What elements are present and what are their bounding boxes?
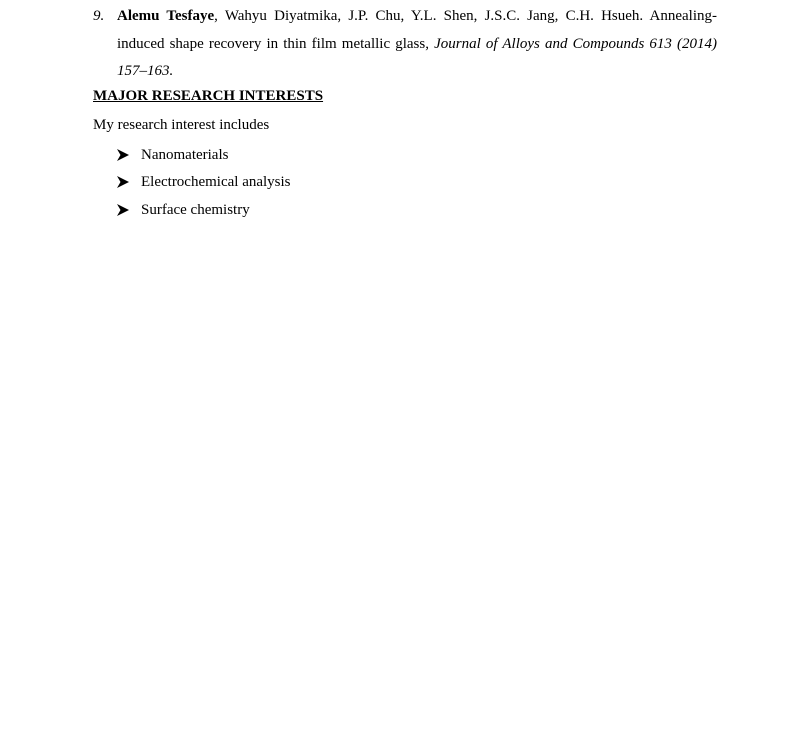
interest-list	[116, 141, 291, 224]
arrowhead-icon	[116, 148, 130, 162]
publication-number: 9.	[93, 8, 105, 24]
publication-citation	[117, 3, 717, 86]
interest-label: Electrochemical analysis	[141, 174, 291, 191]
section-heading: MAJOR RESEARCH INTERESTS	[93, 88, 324, 104]
list-item	[116, 169, 291, 197]
arrowhead-icon	[116, 203, 130, 217]
interest-label: Nanomaterials	[141, 146, 229, 163]
co-authors-and-title: , Wahyu Diyatmika, J.P. Chu, Y.L. Shen, J.S.C. Jang, C.H. Hsueh. Annealing-induced shape recovery in thin film metallic glass,	[117, 8, 717, 52]
interest-label: Surface chemistry	[141, 201, 250, 218]
publication-entry	[93, 3, 717, 86]
lead-author: Alemu Tesfaye	[117, 8, 215, 24]
journal-citation: Journal of Alloys and Compounds 613 (2014) 157–163.	[117, 35, 718, 79]
list-item	[116, 141, 291, 169]
section-intro: My research interest includes	[93, 117, 270, 133]
list-item	[116, 196, 291, 224]
arrowhead-icon	[116, 175, 130, 189]
